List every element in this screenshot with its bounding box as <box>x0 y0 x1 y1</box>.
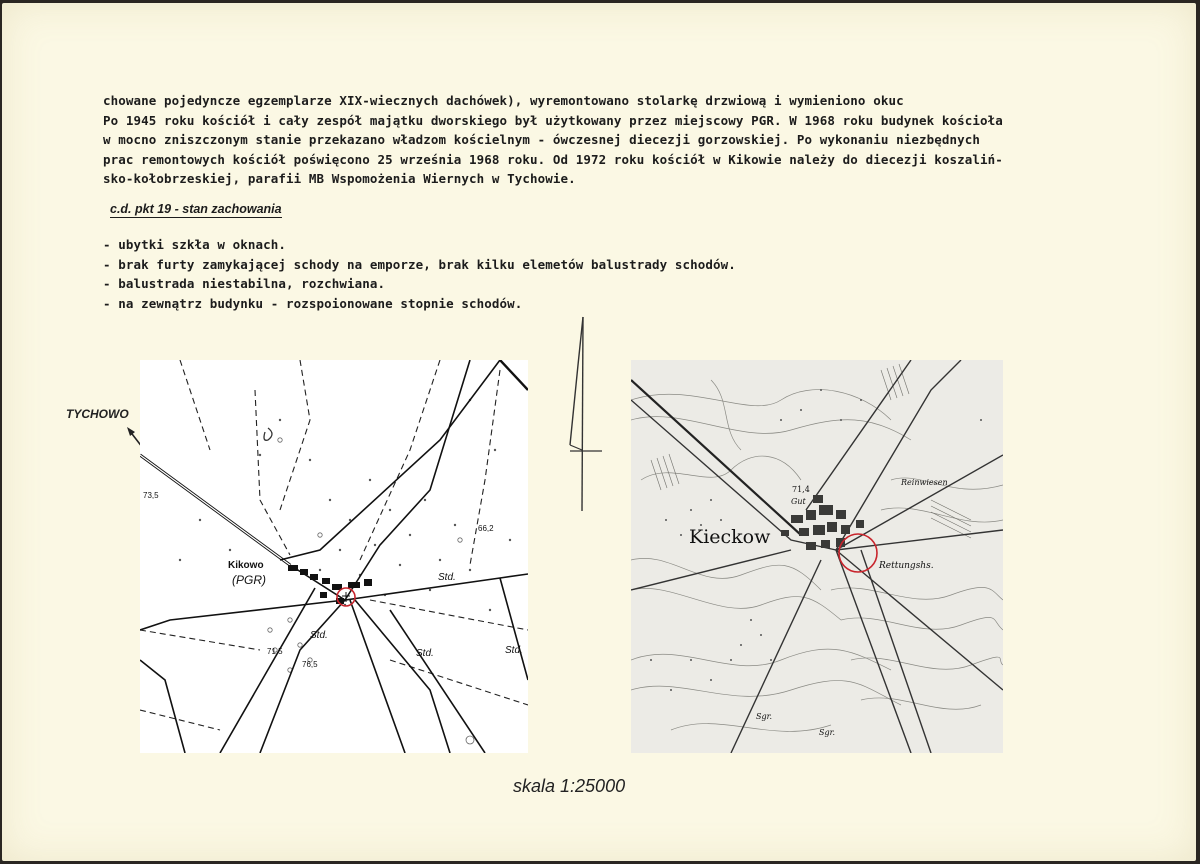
elevation-label: 66,2 <box>478 524 494 533</box>
map-label: Sgr. <box>819 728 836 737</box>
map-label: Std. <box>310 630 328 641</box>
paragraph-line: sko-kołobrzeskiej, parafii MB Wspomożenia Wiernych w Tychowie. <box>103 171 576 186</box>
paragraph-line: w mocno zniszczonym stanie przekazano władzom kościelnym - ówczesnej diecezji gorzowskiej. Po wykonaniu niezbędnych <box>103 132 980 147</box>
map-label: Std. <box>438 572 456 583</box>
modern-map-drawing <box>140 360 528 753</box>
list-item: - brak furty zamykającej schody na emporze, brak kilku elemetów balustrady schodów. <box>103 256 736 272</box>
elevation-label: 71,5 <box>267 647 283 656</box>
condition-list <box>103 235 736 313</box>
list-item: - ubytki szkła w oknach. <box>103 237 287 252</box>
list-item: - na zewnątrz budynku - rozspoionowane stopnie schodów. <box>103 295 523 311</box>
town-label: Kieckow <box>689 526 771 548</box>
direction-label: TYCHOWO <box>66 407 129 421</box>
elevation-label: 73,5 <box>143 491 159 500</box>
section-heading: c.d. pkt 19 - stan zachowania <box>110 202 282 216</box>
paragraph-line: prac remontowych kościół poświęcono 25 września 1968 roku. Od 1972 roku kościół w Kikowie należy do diecezji koszaliń- <box>103 151 1003 167</box>
elevation-label: 76,5 <box>302 660 318 669</box>
paragraph-line: chowane pojedyncze egzemplarze XIX-wiecznych dachówek), wyremontowano stolarkę drzwiową i wymieniono okuc <box>103 93 904 108</box>
list-item: - balustrada niestabilna, rozchwiana. <box>103 276 386 291</box>
scale-label: skala 1:25000 <box>513 776 626 796</box>
map-label: Std. <box>505 645 523 656</box>
historic-map-drawing <box>631 360 1003 753</box>
map-label: Gut <box>791 497 806 506</box>
document-page <box>2 3 1196 861</box>
village-label: Kikowo <box>228 560 264 571</box>
north-arrow-icon <box>562 315 612 515</box>
map-label: Reinwiesen <box>901 478 948 487</box>
map-label: Std. <box>416 648 434 659</box>
map-label: Sgr. <box>756 712 773 721</box>
elevation-label: 71,4 <box>792 485 810 494</box>
history-paragraph <box>103 91 1113 189</box>
modern-topographic-map <box>140 360 528 753</box>
map-label: Rettungshs. <box>879 561 934 571</box>
pgr-label: (PGR) <box>232 573 266 587</box>
paragraph-line: Po 1945 roku kościół i cały zespół majątku dworskiego był użytkowany przez miejscowy PGR. W 1968 roku budynek kościoła <box>103 112 1003 128</box>
historic-topographic-map <box>631 360 1003 753</box>
